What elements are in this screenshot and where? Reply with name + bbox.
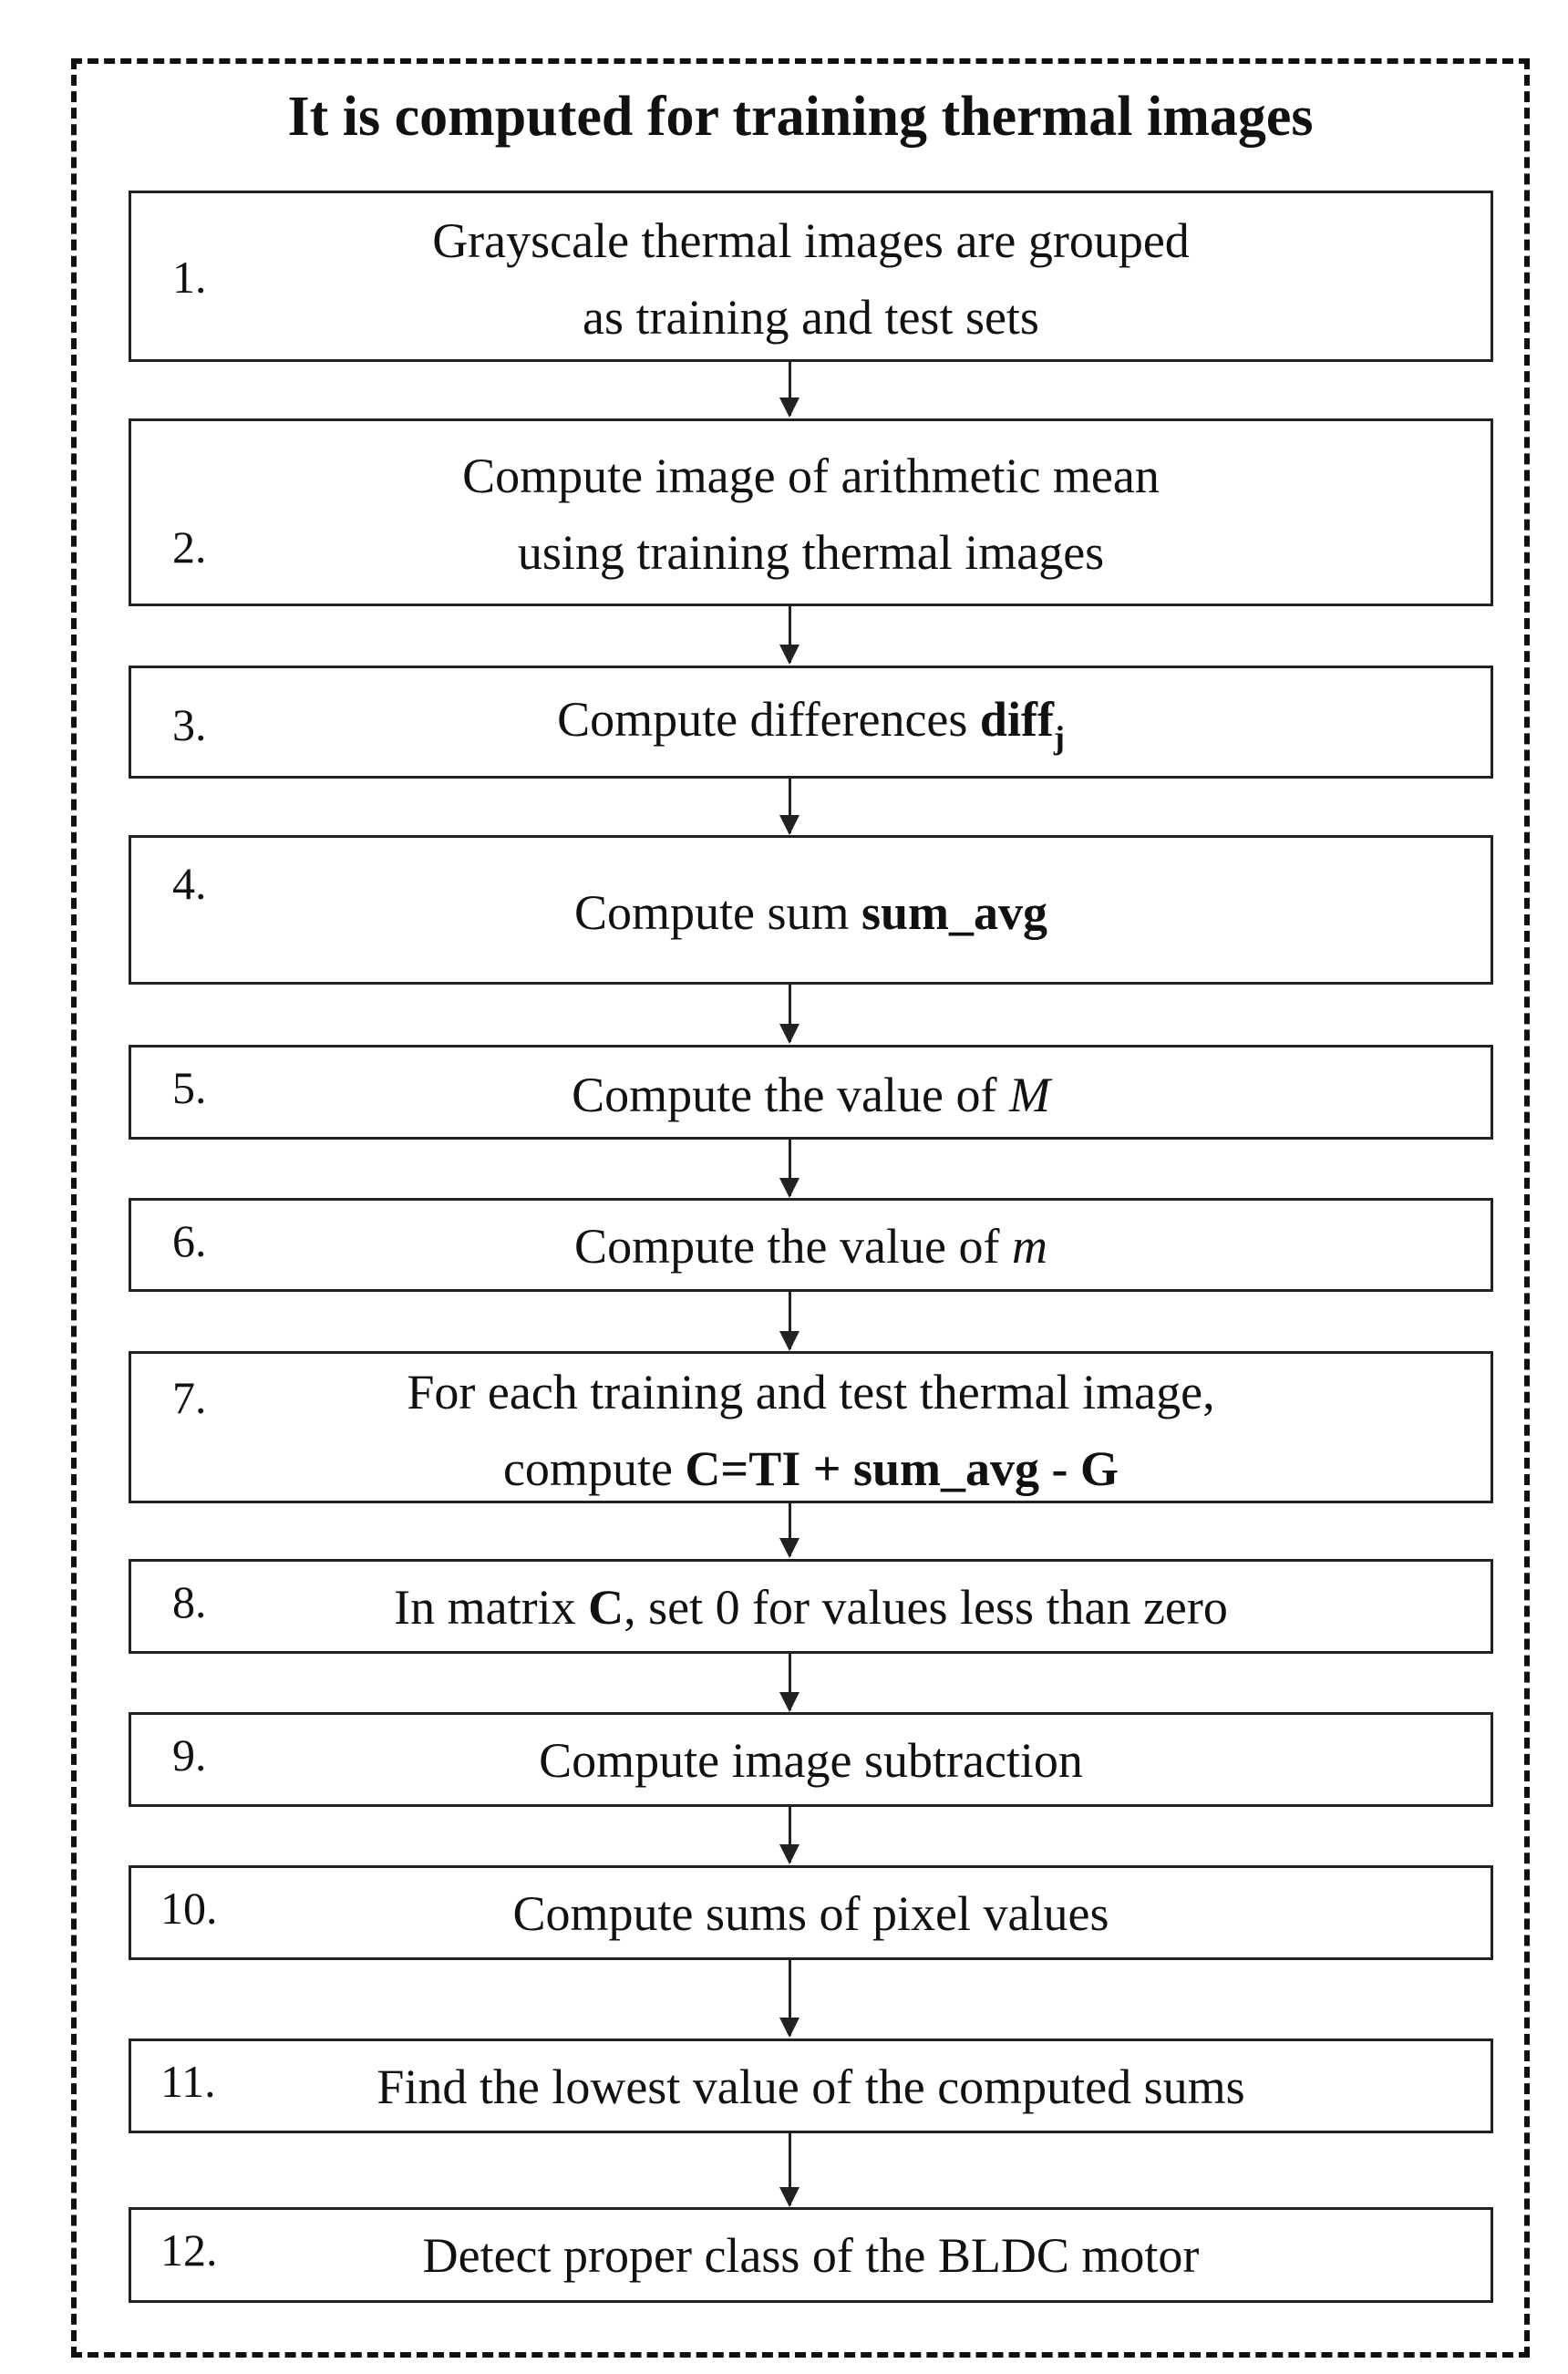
step-italic-term: m xyxy=(1011,1219,1047,1274)
step-9-box xyxy=(129,1712,1493,1807)
diagram-title: It is computed for training thermal images xyxy=(287,86,1314,148)
step-text: Grayscale thermal images are grouped xyxy=(432,213,1190,268)
step-text: using training thermal images xyxy=(517,525,1105,580)
step-bold-term: sum_avg xyxy=(861,885,1048,940)
step-text: For each training and test thermal image, xyxy=(407,1365,1215,1419)
step-7-box xyxy=(129,1351,1493,1503)
step-number: 5. xyxy=(172,1062,207,1113)
step-number: 12. xyxy=(160,2224,218,2276)
step-2-box xyxy=(129,418,1493,606)
step-text: Compute image of arithmetic mean xyxy=(462,449,1160,503)
step-bold-term: C xyxy=(588,1580,624,1635)
step-text: In matrix xyxy=(394,1580,589,1635)
step-text: as training and test sets xyxy=(583,290,1039,345)
arrow-down xyxy=(789,1503,791,1556)
arrow-down xyxy=(789,1960,791,2036)
step-number: 7. xyxy=(172,1372,207,1423)
step-bold-term: C=TI + sum_avg - G xyxy=(685,1441,1119,1496)
step-text: Compute sums of pixel values xyxy=(512,1886,1109,1941)
step-1-box xyxy=(129,191,1493,362)
step-text: Detect proper class of the BLDC motor xyxy=(422,2228,1200,2283)
step-italic-term: M xyxy=(1008,1068,1050,1122)
step-number: 9. xyxy=(172,1729,207,1780)
arrow-down xyxy=(789,1807,791,1863)
step-number: 6. xyxy=(172,1215,207,1266)
step-text: Compute differences xyxy=(557,692,980,747)
step-number: 3. xyxy=(172,699,207,750)
step-number: 10. xyxy=(160,1883,218,1934)
arrow-down xyxy=(789,606,791,663)
arrow-down xyxy=(789,1292,791,1349)
step-text: Find the lowest value of the computed sums xyxy=(377,2059,1245,2114)
arrow-down xyxy=(789,1654,791,1710)
arrow-down xyxy=(789,779,791,833)
step-number: 11. xyxy=(160,2056,216,2107)
step-11-box xyxy=(129,2039,1493,2133)
step-4-box xyxy=(129,835,1493,985)
arrow-down xyxy=(789,985,791,1042)
arrow-down xyxy=(789,1140,791,1196)
step-text: , set 0 for values less than zero xyxy=(624,1580,1228,1635)
arrow-down xyxy=(789,2133,791,2205)
step-number: 4. xyxy=(172,858,207,909)
arrow-down xyxy=(789,362,791,416)
step-text: Compute the value of xyxy=(572,1068,1009,1122)
step-12-box xyxy=(129,2207,1493,2303)
step-8-box xyxy=(129,1559,1493,1654)
step-subscript: j xyxy=(1053,719,1065,756)
step-6-box xyxy=(129,1198,1493,1292)
step-number: 1. xyxy=(172,252,207,303)
step-text: Compute sum xyxy=(573,885,861,940)
step-text: Compute the value of xyxy=(574,1219,1012,1274)
step-10-box xyxy=(129,1865,1493,1960)
step-number: 8. xyxy=(172,1576,207,1627)
step-3-box xyxy=(129,666,1493,779)
step-text: compute xyxy=(502,1441,686,1496)
step-bold-term: diff xyxy=(979,692,1054,747)
step-number: 2. xyxy=(172,521,207,573)
step-text: Compute image subtraction xyxy=(539,1733,1083,1788)
step-5-box xyxy=(129,1045,1493,1140)
